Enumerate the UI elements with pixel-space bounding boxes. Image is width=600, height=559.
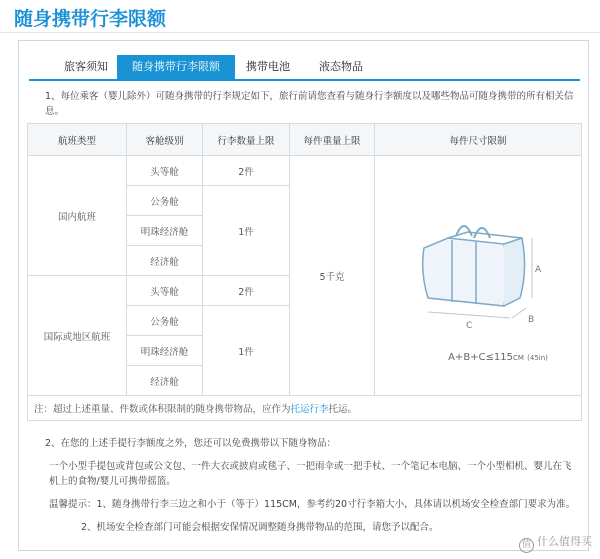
size-cell [375, 156, 582, 396]
intro-text: 1、每位乘客（婴儿除外）可随身携带的行李规定如下，旅行前请您查看与随身行李额度以及哪些物品可随身携带的所有相关信息。 [45, 91, 574, 117]
header-size-limit: 每件尺寸限制 [375, 124, 582, 156]
formula-inch: (45in) [527, 354, 548, 362]
table-note-row [28, 396, 582, 421]
note-prefix: 注：超过上述重量、件数或体积限制的随身携带物品，应作为 [34, 404, 291, 415]
tab-liquids[interactable]: 液态物品 [319, 60, 363, 73]
header-weight-limit: 每件重量上限 [290, 124, 375, 156]
dimension-c-label: C [466, 320, 473, 331]
tab-bar [29, 55, 580, 81]
watermark-text: 什么值得买 [537, 535, 592, 548]
watermark [519, 533, 592, 553]
allowance-table [27, 123, 582, 421]
dimension-a-label: A [535, 264, 542, 275]
page-title: 随身携带行李限额 [14, 8, 167, 30]
table-row [28, 156, 582, 186]
tip-size: 温馨提示：1、随身携带行李三边之和小于（等于）115CM，参考约20寸行李箱大小，具体请以机场安全检查部门要求为准。 [49, 499, 576, 510]
header-flight-type: 航班类型 [28, 124, 127, 156]
checked-baggage-link[interactable]: 托运行李 [290, 404, 329, 415]
tab-carry-on-allowance[interactable]: 随身携带行李限额 [117, 55, 235, 79]
table-note [28, 396, 582, 421]
free-items-heading: 2、在您的上述手提行李额度之外，您还可以免费携带以下随身物品： [45, 438, 337, 449]
cabin-class-cell: 经济舱 [127, 246, 203, 276]
count-cell: 1件 [203, 186, 290, 276]
tip-security: 2、机场安全检查部门可能会根据安保情况调整随身携带物品的范围，请您予以配合。 [81, 522, 439, 533]
cabin-class-cell: 明珠经济舱 [127, 216, 203, 246]
intl-flight-cell: 国际或地区航班 [28, 276, 127, 396]
header-count-limit: 行李数量上限 [203, 124, 290, 156]
cabin-class-cell: 头等舱 [127, 276, 203, 306]
cabin-class-cell: 头等舱 [127, 156, 203, 186]
count-cell: 2件 [203, 156, 290, 186]
weight-cell: 5千克 [290, 156, 375, 396]
tab-batteries[interactable]: 携带电池 [246, 60, 290, 73]
watermark-logo-icon: 值 [519, 538, 534, 553]
title-divider [0, 32, 600, 33]
tab-passenger-notice[interactable]: 旅客须知 [64, 60, 108, 73]
cabin-class-cell: 公务舱 [127, 306, 203, 336]
domestic-flight-cell: 国内航班 [28, 156, 127, 276]
free-items-list: 一个小型手提包或背包或公文包、一件大衣或披肩或毯子、一把雨伞或一把手杖、一个笔记本电脑、一个小型相机、婴儿在飞机上的食物/婴儿可携带摇篮。 [49, 461, 572, 487]
content-panel [18, 40, 589, 551]
formula-unit: CM [513, 354, 524, 362]
count-cell: 1件 [203, 306, 290, 396]
luggage-bag-icon [412, 214, 544, 332]
size-formula [423, 352, 573, 363]
cabin-class-cell: 公务舱 [127, 186, 203, 216]
cabin-class-cell: 明珠经济舱 [127, 336, 203, 366]
note-suffix: 托运。 [328, 404, 358, 415]
count-cell: 2件 [203, 276, 290, 306]
header-cabin-class: 客舱级别 [127, 124, 203, 156]
cabin-class-cell: 经济舱 [127, 366, 203, 396]
dimension-b-label: B [528, 314, 535, 325]
formula-text: A+B+C≤115 [448, 352, 514, 363]
table-header-row [28, 124, 582, 156]
